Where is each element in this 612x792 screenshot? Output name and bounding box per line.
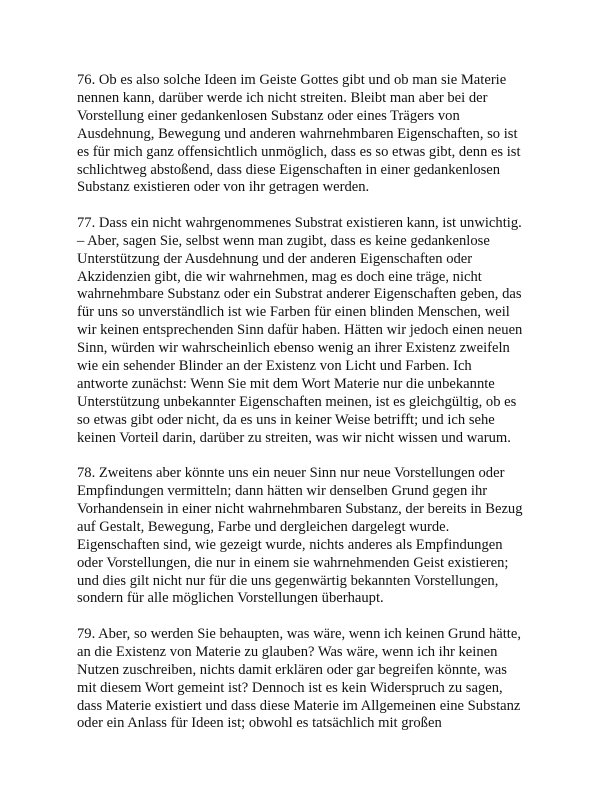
text-line: oder ein Anlass für Ideen ist; obwohl es tatsächlich mit großen [77,715,442,732]
text-line: mit diesem Wort gemeint ist? Dennoch ist es kein Widerspruch zu sagen, [77,679,503,696]
text-line: Unterstützung unbekannter Eigenschaften meinen, ist es gleichgültig, ob es [77,393,517,410]
text-line: dass Materie existiert und dass diese Materie im Allgemeinen eine Substanz [77,697,521,714]
text-line: 77. Dass ein nicht wahrgenommenes Substrat existieren kann, ist unwichtig. [77,214,522,231]
text-line: oder Vorstellungen, die nur in einem sie wahrnehmenden Geist existieren; [77,554,509,571]
text-line: Vorhandensein in einer nicht wahrnehmbaren Substanz, der bereits in Bezug [77,500,523,517]
text-line: Akzidenzien gibt, die wir wahrnehmen, mag es doch eine träge, nicht [77,268,482,285]
text-line: so etwas gibt oder nicht, da es uns in keiner Weise betrifft; und ich sehe [77,411,495,428]
text-line: 79. Aber, so werden Sie behaupten, was wäre, wenn ich keinen Grund hätte, [77,625,521,642]
paragraph-77 [77,215,539,448]
text-line: nennen kann, darüber werde ich nicht streiten. Bleibt man aber bei der [77,89,488,106]
text-line: für uns so unverständlich ist wie Farben für einen blinden Menschen, weil [77,304,510,321]
text-line: antworte zunächst: Wenn Sie mit dem Wort Materie nur die unbekannte [77,376,495,392]
text-line: Nutzen zuschreiben, nichts damit erklären oder gar begreifen könnte, was [77,661,507,678]
text-line: Unterstützung der Ausdehnung und der anderen Eigenschaften oder [77,250,473,267]
text-line: – Aber, sagen Sie, selbst wenn man zugibt, dass es keine gedankenlose [77,232,490,249]
text-line: wir keinen entsprechenden Sinn dafür haben. Hätten wir jedoch einen neuen [77,322,523,339]
text-line: und dies gilt nicht nur für die uns gegenwärtig bekannten Vorstellungen, [77,572,499,589]
text-line: wie ein sehender Blinder an der Existenz von Licht und Farben. Ich [77,358,472,375]
text-line: an die Existenz von Materie zu glauben? Was wäre, wenn ich ihr keinen [77,643,498,660]
text-line: sondern für alle möglichen Vorstellungen überhaupt. [77,590,384,607]
text-line: Substanz existieren oder von ihr getragen werden. [77,179,370,196]
paragraph-76 [77,72,539,197]
text-line: Empfindungen vermitteln; dann hätten wir denselben Grund gegen ihr [77,483,488,500]
text-line: Sinn, würden wir wahrscheinlich ebenso wenig an ihrer Existenz zweifeln [77,340,510,357]
text-line: Eigenschaften sind, wie gezeigt wurde, nichts anderes als Empfindungen [77,536,503,553]
text-line: es für mich ganz offensichtlich unmöglich, dass es so etwas gibt, denn es ist [77,143,521,160]
text-line: auf Gestalt, Bewegung, Farbe und dergleichen dargelegt wurde. [77,518,450,535]
text-line: Vorstellung einer gedankenlosen Substanz oder eines Trägers von [77,107,460,124]
text-line: wahrnehmbare Substanz oder ein Substrat anderer Eigenschaften geben, das [77,286,522,303]
text-line: schlichtweg abstoßend, dass diese Eigenschaften in einer gedankenlosen [77,161,501,178]
text-line: 78. Zweitens aber könnte uns ein neuer Sinn nur neue Vorstellungen oder [77,465,505,482]
paragraph-78 [77,465,539,608]
paragraph-79 [77,626,539,733]
text-line: 76. Ob es also solche Ideen im Geiste Gottes gibt und ob man sie Materie [77,72,507,88]
text-line: Ausdehnung, Bewegung und anderen wahrnehmbaren Eigenschaften, so ist [77,125,518,142]
text-line: keinen Vorteil darin, darüber zu streiten, was wir nicht wissen und warum. [77,429,511,446]
document-page [77,72,539,751]
